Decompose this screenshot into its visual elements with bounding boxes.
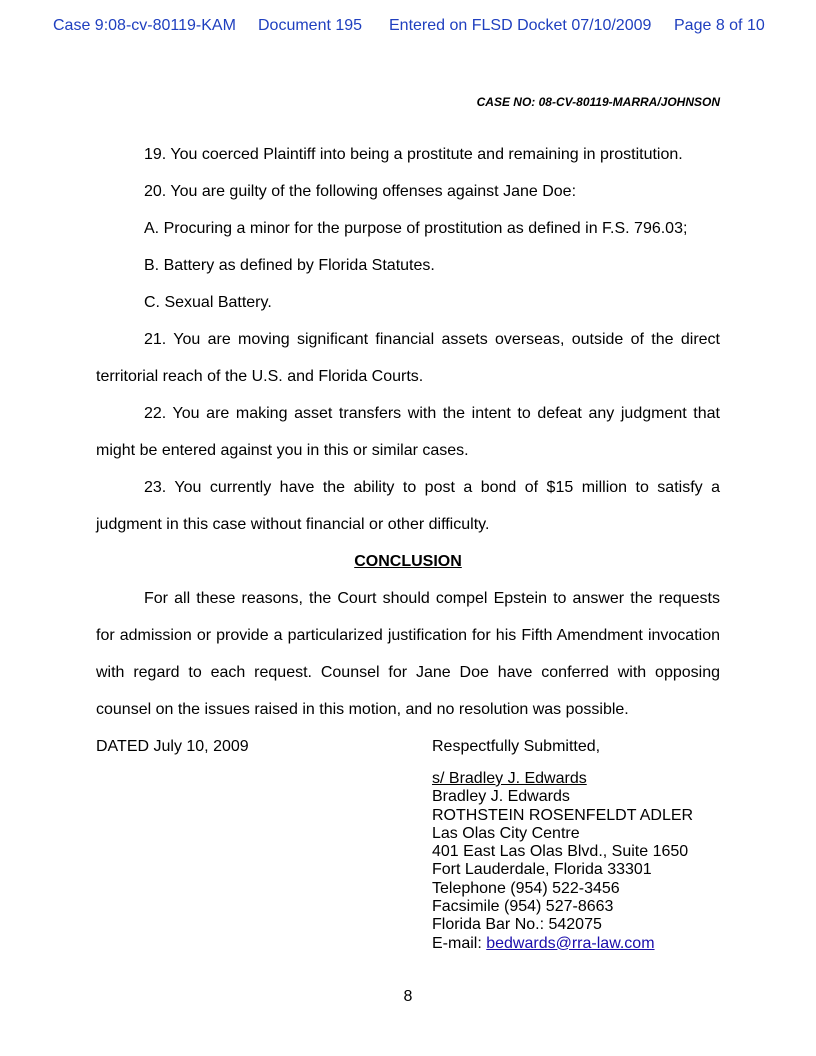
paragraph-19: 19. You coerced Plaintiff into being a prostitute and remaining in prostitution. — [144, 146, 683, 163]
docket-page-count: Page 8 of 10 — [674, 17, 765, 34]
city-state-zip: Fort Lauderdale, Florida 33301 — [432, 861, 652, 879]
email-label: E-mail: — [432, 934, 487, 952]
email-link[interactable]: bedwards@rra-law.com — [486, 934, 655, 952]
conclusion-heading: CONCLUSION — [354, 553, 462, 570]
offense-a: A. Procuring a minor for the purpose of prostitution as defined in F.S. 796.03; — [144, 220, 688, 237]
dated-row — [96, 728, 720, 765]
signature-block — [432, 770, 693, 953]
law-firm: ROTHSTEIN ROSENFELDT ADLER — [432, 806, 694, 824]
attorney-name: Bradley J. Edwards — [432, 788, 570, 806]
offense-b: B. Battery as defined by Florida Statutes. — [144, 257, 435, 274]
florida-bar-number: Florida Bar No.: 542075 — [432, 916, 602, 934]
offense-c: C. Sexual Battery. — [144, 294, 272, 311]
dated-line: DATED July 10, 2009 — [96, 738, 249, 755]
paragraph-21: 21. You are moving significant financial assets overseas, outside of the direct territorial reach of the U.S. and Florida Courts. — [96, 331, 720, 385]
respectfully-submitted: Respectfully Submitted, — [432, 738, 601, 755]
paragraph-22: 22. You are making asset transfers with the intent to defeat any judgment that might be entered against you in this or similar cases. — [96, 405, 720, 459]
docket-entry-date: Entered on FLSD Docket 07/10/2009 — [389, 17, 652, 34]
telephone: Telephone (954) 522-3456 — [432, 879, 620, 897]
docket-document-number: Document 195 — [258, 17, 363, 34]
conclusion-text: For all these reasons, the Court should compel Epstein to answer the requests for admission or provide a particularized justification for his Fifth Amendment invocation with regard to each request. Counsel for Jane Doe have conferred with opposing counsel on the issues raised in this motion, and no resolution was possible. — [96, 590, 720, 718]
building-name: Las Olas City Centre — [432, 824, 580, 842]
street-address: 401 East Las Olas Blvd., Suite 1650 — [432, 843, 689, 861]
electronic-signature: s/ Bradley J. Edwards — [432, 770, 587, 787]
document-body — [96, 136, 720, 765]
paragraph-23: 23. You currently have the ability to post a bond of $15 million to satisfy a judgment in this case without financial or other difficulty. — [96, 479, 720, 533]
facsimile: Facsimile (954) 527-8663 — [432, 898, 614, 916]
docket-case-number: Case 9:08-cv-80119-KAM — [53, 17, 236, 34]
paragraph-20: 20. You are guilty of the following offenses against Jane Doe: — [144, 183, 577, 200]
case-number-caption: CASE NO: 08-CV-80119-MARRA/JOHNSON — [476, 95, 720, 109]
email-line — [432, 935, 693, 953]
page-number: 8 — [403, 988, 413, 1005]
